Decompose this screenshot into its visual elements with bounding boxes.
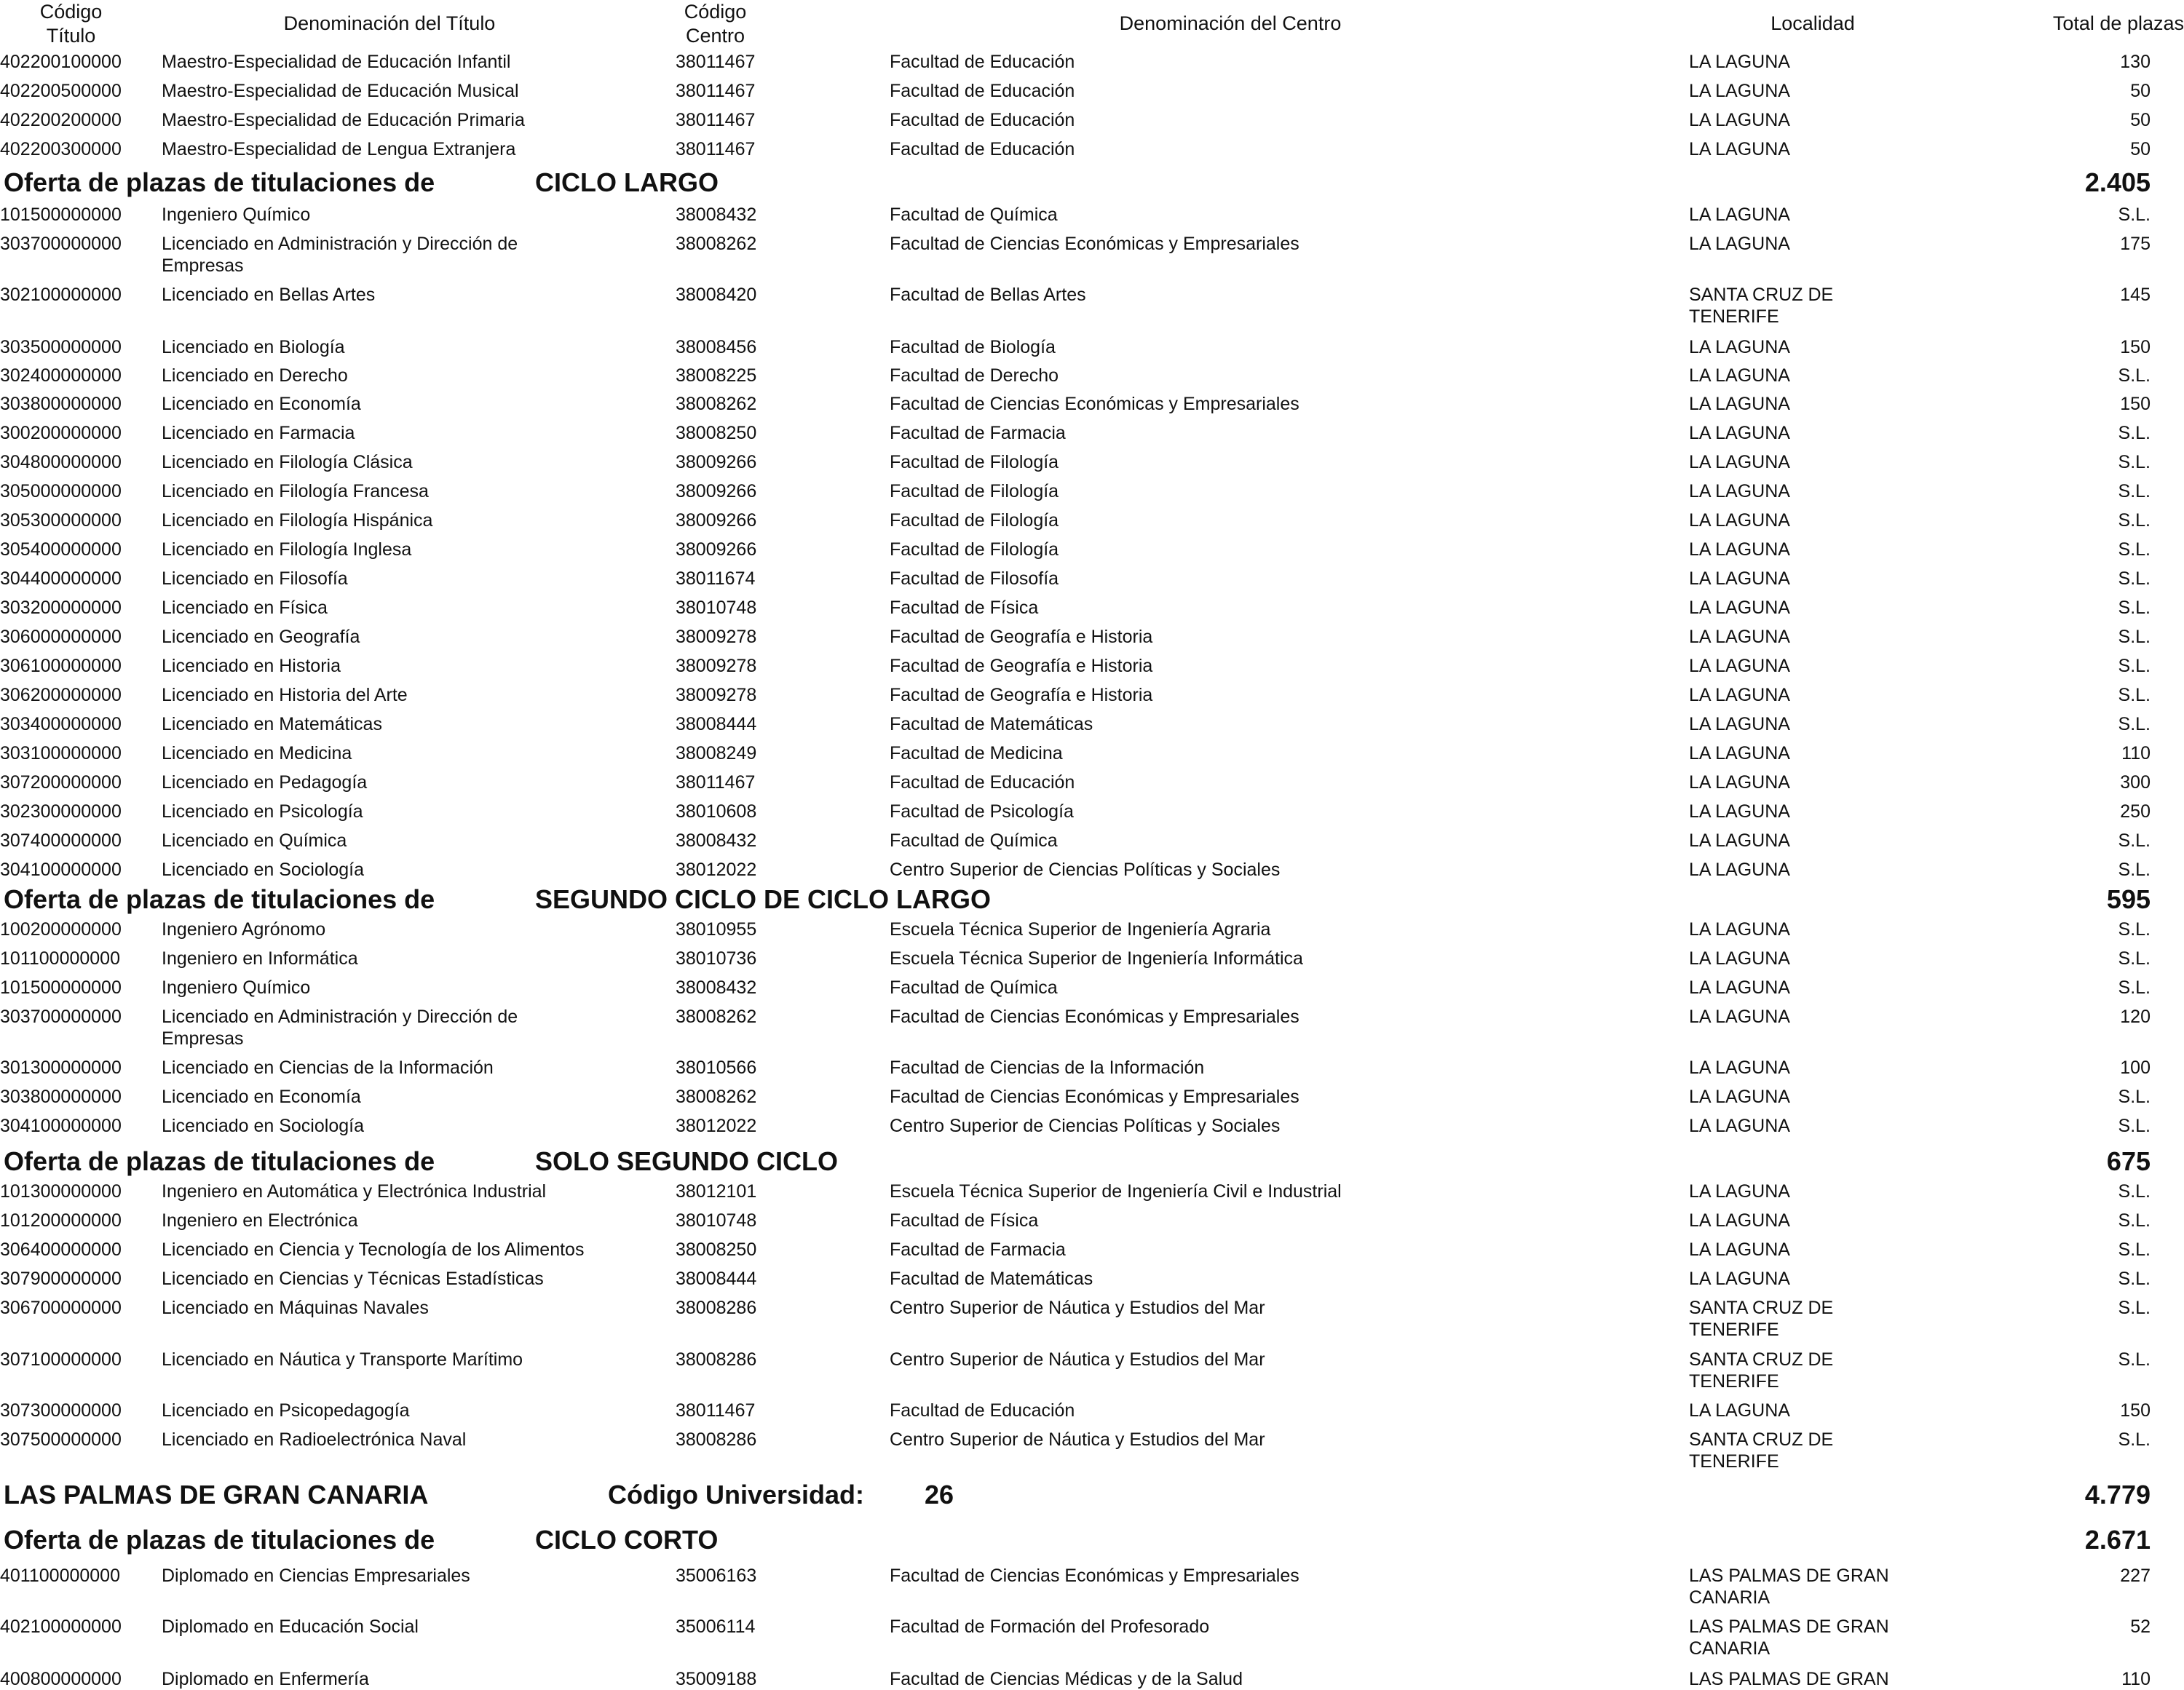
cell-codigo-centro: 38008432 bbox=[676, 977, 757, 998]
cell-denominacion-centro: Facultad de Filología bbox=[890, 452, 1059, 472]
cell-denominacion-centro: Facultad de Filosofía bbox=[890, 568, 1059, 589]
cell-denominacion-centro: Centro Superior de Náutica y Estudios del Mar bbox=[890, 1349, 1265, 1370]
section-label: Oferta de plazas de titulaciones de bbox=[4, 1525, 435, 1555]
cell-localidad: LA LAGUNA bbox=[1689, 948, 1790, 969]
cell-codigo-titulo: 304100000000 bbox=[0, 1116, 122, 1136]
cell-denominacion-titulo: Ingeniero en Automática y Electrónica Industrial bbox=[162, 1181, 547, 1202]
cell-codigo-titulo: 304100000000 bbox=[0, 860, 122, 880]
cell-codigo-titulo: 402200300000 bbox=[0, 139, 122, 159]
cell-total-plazas: S.L. bbox=[2118, 365, 2151, 386]
cell-total-plazas: S.L. bbox=[2118, 977, 2151, 998]
cell-total-plazas: S.L. bbox=[2118, 685, 2151, 705]
cell-localidad: SANTA CRUZ DE TENERIFE bbox=[1689, 285, 1834, 327]
cell-codigo-titulo: 302100000000 bbox=[0, 285, 122, 305]
cell-denominacion-titulo: Licenciado en Economía bbox=[162, 394, 361, 414]
cell-total-plazas: S.L. bbox=[2118, 714, 2151, 734]
cell-denominacion-centro: Centro Superior de Ciencias Políticas y Sociales bbox=[890, 1116, 1281, 1136]
cell-localidad: LA LAGUNA bbox=[1689, 714, 1790, 734]
cell-total-plazas: S.L. bbox=[2118, 1269, 2151, 1289]
cell-denominacion-centro: Facultad de Educación bbox=[890, 81, 1075, 101]
cell-codigo-titulo: 303700000000 bbox=[0, 1007, 122, 1027]
cell-denominacion-centro: Facultad de Ciencias Médicas y de la Salud bbox=[890, 1669, 1243, 1689]
cell-total-plazas: 100 bbox=[2120, 1058, 2151, 1078]
cell-total-plazas: S.L. bbox=[2118, 1239, 2151, 1260]
cell-denominacion-titulo: Ingeniero Químico bbox=[162, 977, 311, 998]
cell-denominacion-centro: Facultad de Educación bbox=[890, 1400, 1075, 1421]
cell-denominacion-centro: Facultad de Química bbox=[890, 830, 1058, 851]
cell-localidad: LA LAGUNA bbox=[1689, 205, 1790, 225]
cell-codigo-titulo: 305000000000 bbox=[0, 481, 122, 501]
cell-localidad: SANTA CRUZ DE TENERIFE bbox=[1689, 1429, 1834, 1472]
cell-denominacion-centro: Escuela Técnica Superior de Ingeniería Agraria bbox=[890, 919, 1271, 940]
cell-denominacion-centro: Facultad de Filología bbox=[890, 510, 1059, 531]
cell-codigo-titulo: 101500000000 bbox=[0, 977, 122, 998]
cell-denominacion-titulo: Licenciado en Máquinas Navales bbox=[162, 1298, 429, 1318]
section-label: Oferta de plazas de titulaciones de bbox=[4, 167, 435, 197]
cell-localidad: SANTA CRUZ DE TENERIFE bbox=[1689, 1349, 1834, 1392]
cell-denominacion-centro: Facultad de Física bbox=[890, 1210, 1039, 1231]
cell-localidad: LA LAGUNA bbox=[1689, 743, 1790, 763]
cell-localidad: LA LAGUNA bbox=[1689, 394, 1790, 414]
cell-codigo-centro: 38009266 bbox=[676, 452, 757, 472]
cell-codigo-centro: 38009266 bbox=[676, 510, 757, 531]
section-total: 675 bbox=[2106, 1146, 2151, 1176]
cell-total-plazas: S.L. bbox=[2118, 830, 2151, 851]
cell-total-plazas: S.L. bbox=[2118, 1181, 2151, 1202]
cell-codigo-centro: 38008250 bbox=[676, 1239, 757, 1260]
cell-codigo-centro: 38010748 bbox=[676, 598, 757, 618]
cell-denominacion-centro: Facultad de Ciencias Económicas y Empresariales bbox=[890, 1007, 1299, 1027]
cell-total-plazas: S.L. bbox=[2118, 510, 2151, 531]
cell-total-plazas: 110 bbox=[2121, 743, 2151, 763]
cell-denominacion-titulo: Licenciado en Ciencia y Tecnología de los Alimentos bbox=[162, 1239, 585, 1260]
cell-denominacion-titulo: Licenciado en Matemáticas bbox=[162, 714, 382, 734]
cell-codigo-titulo: 307300000000 bbox=[0, 1400, 122, 1421]
cell-codigo-centro: 38008262 bbox=[676, 394, 757, 414]
cell-codigo-titulo: 100200000000 bbox=[0, 919, 122, 940]
section-total: 595 bbox=[2106, 884, 2151, 914]
cell-denominacion-titulo: Licenciado en Administración y Dirección de Empresas bbox=[162, 234, 518, 276]
cell-denominacion-centro: Facultad de Educación bbox=[890, 139, 1075, 159]
cell-codigo-centro: 38012101 bbox=[676, 1181, 757, 1202]
cell-denominacion-titulo: Diplomado en Educación Social bbox=[162, 1616, 419, 1637]
cell-codigo-titulo: 303800000000 bbox=[0, 1087, 122, 1107]
cell-total-plazas: S.L. bbox=[2118, 205, 2151, 225]
cell-denominacion-centro: Facultad de Educación bbox=[890, 772, 1075, 793]
cell-denominacion-titulo: Licenciado en Psicología bbox=[162, 801, 363, 822]
cell-codigo-titulo: 305300000000 bbox=[0, 510, 122, 531]
cell-codigo-centro: 38008250 bbox=[676, 423, 757, 443]
cell-total-plazas: S.L. bbox=[2118, 1087, 2151, 1107]
cell-denominacion-centro: Facultad de Química bbox=[890, 205, 1058, 225]
cell-denominacion-titulo: Licenciado en Derecho bbox=[162, 365, 348, 386]
cell-denominacion-centro: Facultad de Geografía e Historia bbox=[890, 656, 1153, 676]
cell-codigo-titulo: 303400000000 bbox=[0, 714, 122, 734]
cell-codigo-centro: 38008420 bbox=[676, 285, 757, 305]
cell-total-plazas: 227 bbox=[2120, 1566, 2151, 1586]
cell-denominacion-centro: Facultad de Educación bbox=[890, 52, 1075, 72]
cell-total-plazas: S.L. bbox=[2118, 860, 2151, 880]
university-name: LAS PALMAS DE GRAN CANARIA bbox=[4, 1480, 429, 1510]
cell-codigo-titulo: 101200000000 bbox=[0, 1210, 122, 1231]
cell-codigo-centro: 38009266 bbox=[676, 481, 757, 501]
cell-codigo-titulo: 303800000000 bbox=[0, 394, 122, 414]
cell-codigo-centro: 38009278 bbox=[676, 685, 757, 705]
section-type: SEGUNDO CICLO DE CICLO LARGO bbox=[535, 884, 992, 914]
col-header-codigo-centro: Código Centro bbox=[684, 1, 747, 47]
cell-denominacion-titulo: Licenciado en Sociología bbox=[162, 860, 364, 880]
cell-total-plazas: 150 bbox=[2120, 337, 2151, 357]
cell-codigo-centro: 38008456 bbox=[676, 337, 757, 357]
cell-denominacion-centro: Facultad de Medicina bbox=[890, 743, 1063, 763]
cell-localidad: LA LAGUNA bbox=[1689, 110, 1790, 130]
cell-codigo-centro: 38008286 bbox=[676, 1349, 757, 1370]
cell-denominacion-titulo: Maestro-Especialidad de Educación Musical bbox=[162, 81, 519, 101]
cell-localidad: LA LAGUNA bbox=[1689, 510, 1790, 531]
cell-total-plazas: S.L. bbox=[2118, 598, 2151, 618]
cell-codigo-titulo: 101100000000 bbox=[0, 948, 120, 969]
cell-denominacion-titulo: Licenciado en Filología Inglesa bbox=[162, 539, 412, 560]
cell-codigo-centro: 38008249 bbox=[676, 743, 757, 763]
section-label: Oferta de plazas de titulaciones de bbox=[4, 1146, 435, 1176]
section-type: SOLO SEGUNDO CICLO bbox=[535, 1146, 839, 1176]
cell-denominacion-centro: Escuela Técnica Superior de Ingeniería Informática bbox=[890, 948, 1303, 969]
cell-localidad: LA LAGUNA bbox=[1689, 139, 1790, 159]
cell-codigo-titulo: 304400000000 bbox=[0, 568, 122, 589]
cell-denominacion-titulo: Licenciado en Filosofía bbox=[162, 568, 348, 589]
col-header-localidad: Localidad bbox=[1770, 12, 1855, 34]
cell-codigo-titulo: 303700000000 bbox=[0, 234, 122, 254]
cell-denominacion-titulo: Licenciado en Pedagogía bbox=[162, 772, 368, 793]
cell-localidad: LAS PALMAS DE GRAN CANARIA bbox=[1689, 1616, 1889, 1659]
cell-denominacion-centro: Centro Superior de Ciencias Políticas y Sociales bbox=[890, 860, 1281, 880]
cell-total-plazas: 52 bbox=[2130, 1616, 2151, 1637]
cell-localidad: LAS PALMAS DE GRAN CANARIA bbox=[1689, 1566, 1889, 1608]
cell-localidad: LA LAGUNA bbox=[1689, 598, 1790, 618]
cell-localidad: LA LAGUNA bbox=[1689, 52, 1790, 72]
cell-denominacion-titulo: Licenciado en Filología Clásica bbox=[162, 452, 413, 472]
cell-total-plazas: 50 bbox=[2130, 110, 2151, 130]
cell-codigo-centro: 38010748 bbox=[676, 1210, 757, 1231]
cell-localidad: LA LAGUNA bbox=[1689, 1400, 1790, 1421]
cell-localidad: LA LAGUNA bbox=[1689, 772, 1790, 793]
cell-codigo-titulo: 402200100000 bbox=[0, 52, 122, 72]
cell-localidad: LA LAGUNA bbox=[1689, 234, 1790, 254]
cell-localidad: LA LAGUNA bbox=[1689, 81, 1790, 101]
cell-denominacion-centro: Facultad de Filología bbox=[890, 539, 1059, 560]
cell-codigo-titulo: 300200000000 bbox=[0, 423, 122, 443]
cell-denominacion-centro: Facultad de Educación bbox=[890, 110, 1075, 130]
cell-localidad: LA LAGUNA bbox=[1689, 481, 1790, 501]
cell-codigo-centro: 35006163 bbox=[676, 1566, 757, 1586]
cell-localidad: LA LAGUNA bbox=[1689, 1007, 1790, 1027]
cell-total-plazas: S.L. bbox=[2118, 423, 2151, 443]
cell-codigo-titulo: 306100000000 bbox=[0, 656, 122, 676]
cell-codigo-centro: 38011674 bbox=[676, 568, 756, 589]
cell-localidad: LA LAGUNA bbox=[1689, 337, 1790, 357]
cell-denominacion-centro: Facultad de Matemáticas bbox=[890, 714, 1093, 734]
cell-codigo-titulo: 303100000000 bbox=[0, 743, 122, 763]
cell-total-plazas: S.L. bbox=[2118, 1429, 2151, 1450]
cell-localidad: LA LAGUNA bbox=[1689, 539, 1790, 560]
cell-denominacion-titulo: Diplomado en Enfermería bbox=[162, 1669, 369, 1689]
cell-codigo-titulo: 402200500000 bbox=[0, 81, 122, 101]
cell-codigo-centro: 38011467 bbox=[676, 52, 756, 72]
cell-localidad: LA LAGUNA bbox=[1689, 1239, 1790, 1260]
cell-denominacion-centro: Escuela Técnica Superior de Ingeniería Civil e Industrial bbox=[890, 1181, 1342, 1202]
col-header-denominacion-centro: Denominación del Centro bbox=[1119, 12, 1342, 34]
cell-localidad: LA LAGUNA bbox=[1689, 977, 1790, 998]
cell-codigo-titulo: 302300000000 bbox=[0, 801, 122, 822]
cell-total-plazas: S.L. bbox=[2118, 1298, 2151, 1318]
cell-denominacion-centro: Facultad de Derecho bbox=[890, 365, 1059, 386]
cell-localidad: LA LAGUNA bbox=[1689, 365, 1790, 386]
cell-codigo-centro: 38009278 bbox=[676, 627, 757, 647]
cell-codigo-titulo: 101300000000 bbox=[0, 1181, 122, 1202]
cell-localidad: LA LAGUNA bbox=[1689, 656, 1790, 676]
cell-codigo-titulo: 307900000000 bbox=[0, 1269, 122, 1289]
cell-denominacion-centro: Facultad de Formación del Profesorado bbox=[890, 1616, 1210, 1637]
cell-localidad: LA LAGUNA bbox=[1689, 1210, 1790, 1231]
cell-denominacion-titulo: Licenciado en Historia bbox=[162, 656, 341, 676]
cell-codigo-titulo: 302400000000 bbox=[0, 365, 122, 386]
cell-codigo-centro: 38008262 bbox=[676, 1007, 757, 1027]
cell-codigo-titulo: 400800000000 bbox=[0, 1669, 122, 1689]
cell-codigo-titulo: 307200000000 bbox=[0, 772, 122, 793]
cell-codigo-titulo: 306200000000 bbox=[0, 685, 122, 705]
cell-total-plazas: S.L. bbox=[2118, 481, 2151, 501]
cell-total-plazas: S.L. bbox=[2118, 568, 2151, 589]
cell-denominacion-titulo: Maestro-Especialidad de Educación Primaria bbox=[162, 110, 525, 130]
cell-codigo-centro: 38008286 bbox=[676, 1429, 757, 1450]
cell-denominacion-centro: Facultad de Ciencias de la Información bbox=[890, 1058, 1205, 1078]
cell-codigo-centro: 38010736 bbox=[676, 948, 757, 969]
cell-localidad: LA LAGUNA bbox=[1689, 423, 1790, 443]
cell-codigo-titulo: 303200000000 bbox=[0, 598, 122, 618]
cell-denominacion-titulo: Diplomado en Ciencias Empresariales bbox=[162, 1566, 470, 1586]
cell-denominacion-centro: Facultad de Ciencias Económicas y Empresariales bbox=[890, 1087, 1299, 1107]
section-type: CICLO CORTO bbox=[535, 1525, 719, 1555]
cell-denominacion-titulo: Ingeniero en Informática bbox=[162, 948, 358, 969]
cell-denominacion-titulo: Licenciado en Farmacia bbox=[162, 423, 355, 443]
cell-total-plazas: 150 bbox=[2120, 1400, 2151, 1421]
cell-codigo-centro: 35006114 bbox=[676, 1616, 756, 1637]
cell-denominacion-centro: Facultad de Ciencias Económicas y Empresariales bbox=[890, 394, 1299, 414]
section-type: CICLO LARGO bbox=[535, 167, 719, 197]
cell-codigo-titulo: 306400000000 bbox=[0, 1239, 122, 1260]
cell-codigo-centro: 38012022 bbox=[676, 1116, 757, 1136]
cell-localidad: SANTA CRUZ DE TENERIFE bbox=[1689, 1298, 1834, 1340]
cell-codigo-titulo: 304800000000 bbox=[0, 452, 122, 472]
cell-total-plazas: 250 bbox=[2120, 801, 2151, 822]
cell-localidad: LA LAGUNA bbox=[1689, 860, 1790, 880]
cell-localidad: LAS PALMAS DE GRAN bbox=[1689, 1669, 1889, 1689]
cell-codigo-centro: 38010608 bbox=[676, 801, 757, 822]
cell-codigo-titulo: 402100000000 bbox=[0, 1616, 122, 1637]
cell-denominacion-titulo: Licenciado en Náutica y Transporte Marítimo bbox=[162, 1349, 523, 1370]
col-header-denominacion-titulo: Denominación del Título bbox=[283, 12, 496, 34]
cell-codigo-centro: 38011467 bbox=[676, 81, 756, 101]
cell-denominacion-titulo: Licenciado en Geografía bbox=[162, 627, 360, 647]
cell-localidad: LA LAGUNA bbox=[1689, 830, 1790, 851]
cell-denominacion-titulo: Licenciado en Biología bbox=[162, 337, 345, 357]
cell-denominacion-centro: Facultad de Farmacia bbox=[890, 423, 1066, 443]
cell-codigo-centro: 38010566 bbox=[676, 1058, 757, 1078]
cell-codigo-titulo: 306700000000 bbox=[0, 1298, 122, 1318]
cell-codigo-centro: 38009266 bbox=[676, 539, 757, 560]
cell-codigo-centro: 38009278 bbox=[676, 656, 757, 676]
cell-localidad: LA LAGUNA bbox=[1689, 685, 1790, 705]
cell-total-plazas: 300 bbox=[2120, 772, 2151, 793]
cell-codigo-centro: 38011467 bbox=[676, 772, 756, 793]
cell-codigo-titulo: 305400000000 bbox=[0, 539, 122, 560]
cell-codigo-centro: 38011467 bbox=[676, 110, 756, 130]
cell-total-plazas: 175 bbox=[2120, 234, 2151, 254]
cell-localidad: LA LAGUNA bbox=[1689, 1116, 1790, 1136]
cell-localidad: LA LAGUNA bbox=[1689, 1269, 1790, 1289]
cell-denominacion-titulo: Licenciado en Radioelectrónica Naval bbox=[162, 1429, 467, 1450]
cell-total-plazas: S.L. bbox=[2118, 1349, 2151, 1370]
cell-denominacion-titulo: Maestro-Especialidad de Educación Infantil bbox=[162, 52, 511, 72]
cell-denominacion-titulo: Licenciado en Sociología bbox=[162, 1116, 364, 1136]
cell-localidad: LA LAGUNA bbox=[1689, 1181, 1790, 1202]
cell-total-plazas: S.L. bbox=[2118, 539, 2151, 560]
section-total: 2.405 bbox=[2084, 167, 2151, 197]
cell-denominacion-centro: Facultad de Geografía e Historia bbox=[890, 685, 1153, 705]
cell-denominacion-centro: Facultad de Química bbox=[890, 977, 1058, 998]
cell-localidad: LA LAGUNA bbox=[1689, 1058, 1790, 1078]
cell-denominacion-titulo: Licenciado en Física bbox=[162, 598, 328, 618]
cell-localidad: LA LAGUNA bbox=[1689, 568, 1790, 589]
cell-total-plazas: 150 bbox=[2120, 394, 2151, 414]
cell-total-plazas: S.L. bbox=[2118, 656, 2151, 676]
cell-total-plazas: 50 bbox=[2130, 81, 2151, 101]
cell-total-plazas: 110 bbox=[2121, 1669, 2151, 1689]
cell-denominacion-titulo: Licenciado en Filología Hispánica bbox=[162, 510, 433, 531]
cell-denominacion-centro: Facultad de Geografía e Historia bbox=[890, 627, 1153, 647]
cell-total-plazas: S.L. bbox=[2118, 452, 2151, 472]
cell-codigo-centro: 38011467 bbox=[676, 139, 756, 159]
cell-denominacion-centro: Facultad de Bellas Artes bbox=[890, 285, 1086, 305]
cell-total-plazas: 50 bbox=[2130, 139, 2151, 159]
cell-total-plazas: S.L. bbox=[2118, 919, 2151, 940]
cell-codigo-titulo: 401100000000 bbox=[0, 1566, 120, 1586]
cell-denominacion-titulo: Ingeniero Agrónomo bbox=[162, 919, 326, 940]
cell-codigo-centro: 38011467 bbox=[676, 1400, 756, 1421]
cell-localidad: LA LAGUNA bbox=[1689, 801, 1790, 822]
cell-denominacion-titulo: Maestro-Especialidad de Lengua Extranjera bbox=[162, 139, 516, 159]
cell-denominacion-titulo: Licenciado en Química bbox=[162, 830, 347, 851]
cell-localidad: LA LAGUNA bbox=[1689, 1087, 1790, 1107]
cell-codigo-titulo: 301300000000 bbox=[0, 1058, 122, 1078]
university-code: 26 bbox=[925, 1480, 954, 1510]
cell-codigo-centro: 38008432 bbox=[676, 830, 757, 851]
cell-denominacion-centro: Facultad de Biología bbox=[890, 337, 1056, 357]
cell-codigo-titulo: 101500000000 bbox=[0, 205, 122, 225]
cell-total-plazas: S.L. bbox=[2118, 948, 2151, 969]
cell-total-plazas: S.L. bbox=[2118, 1116, 2151, 1136]
cell-codigo-centro: 38008262 bbox=[676, 1087, 757, 1107]
cell-total-plazas: 145 bbox=[2120, 285, 2151, 305]
cell-codigo-titulo: 402200200000 bbox=[0, 110, 122, 130]
cell-codigo-centro: 38008444 bbox=[676, 714, 757, 734]
cell-total-plazas: S.L. bbox=[2118, 627, 2151, 647]
cell-denominacion-centro: Facultad de Filología bbox=[890, 481, 1059, 501]
cell-denominacion-titulo: Licenciado en Ciencias y Técnicas Estadísticas bbox=[162, 1269, 544, 1289]
section-total: 2.671 bbox=[2084, 1525, 2151, 1555]
cell-denominacion-titulo: Licenciado en Administración y Dirección de Empresas bbox=[162, 1007, 518, 1049]
cell-codigo-titulo: 307400000000 bbox=[0, 830, 122, 851]
cell-denominacion-titulo: Licenciado en Psicopedagogía bbox=[162, 1400, 410, 1421]
cell-codigo-titulo: 307500000000 bbox=[0, 1429, 122, 1450]
cell-denominacion-titulo: Licenciado en Historia del Arte bbox=[162, 685, 408, 705]
cell-denominacion-titulo: Licenciado en Economía bbox=[162, 1087, 361, 1107]
cell-denominacion-centro: Facultad de Farmacia bbox=[890, 1239, 1066, 1260]
cell-localidad: LA LAGUNA bbox=[1689, 627, 1790, 647]
cell-denominacion-centro: Facultad de Física bbox=[890, 598, 1039, 618]
cell-localidad: LA LAGUNA bbox=[1689, 452, 1790, 472]
cell-denominacion-centro: Facultad de Ciencias Económicas y Empresariales bbox=[890, 1566, 1299, 1586]
cell-denominacion-titulo: Licenciado en Filología Francesa bbox=[162, 481, 429, 501]
cell-codigo-centro: 38012022 bbox=[676, 860, 757, 880]
cell-codigo-titulo: 303500000000 bbox=[0, 337, 122, 357]
cell-denominacion-titulo: Ingeniero en Electrónica bbox=[162, 1210, 358, 1231]
cell-denominacion-titulo: Licenciado en Ciencias de la Información bbox=[162, 1058, 494, 1078]
cell-codigo-centro: 38008444 bbox=[676, 1269, 757, 1289]
cell-denominacion-titulo: Licenciado en Bellas Artes bbox=[162, 285, 376, 305]
cell-codigo-centro: 35009188 bbox=[676, 1669, 757, 1689]
cell-codigo-centro: 38010955 bbox=[676, 919, 757, 940]
cell-localidad: LA LAGUNA bbox=[1689, 919, 1790, 940]
cell-total-plazas: 130 bbox=[2120, 52, 2151, 72]
col-header-codigo-titulo: Código Título bbox=[39, 1, 103, 47]
university-total: 4.779 bbox=[2084, 1480, 2151, 1510]
cell-denominacion-centro: Centro Superior de Náutica y Estudios del Mar bbox=[890, 1298, 1265, 1318]
cell-denominacion-centro: Facultad de Psicología bbox=[890, 801, 1074, 822]
cell-codigo-centro: 38008225 bbox=[676, 365, 757, 386]
cell-denominacion-centro: Facultad de Matemáticas bbox=[890, 1269, 1093, 1289]
cell-total-plazas: S.L. bbox=[2118, 1210, 2151, 1231]
cell-codigo-centro: 38008262 bbox=[676, 234, 757, 254]
cell-codigo-titulo: 306000000000 bbox=[0, 627, 122, 647]
cell-denominacion-centro: Centro Superior de Náutica y Estudios del Mar bbox=[890, 1429, 1265, 1450]
cell-codigo-centro: 38008286 bbox=[676, 1298, 757, 1318]
university-code-label: Código Universidad: bbox=[608, 1480, 865, 1510]
cell-codigo-centro: 38008432 bbox=[676, 205, 757, 225]
cell-denominacion-titulo: Licenciado en Medicina bbox=[162, 743, 352, 763]
cell-codigo-titulo: 307100000000 bbox=[0, 1349, 122, 1370]
col-header-total-plazas: Total de plazas bbox=[2052, 12, 2184, 34]
section-label: Oferta de plazas de titulaciones de bbox=[4, 884, 435, 914]
cell-denominacion-centro: Facultad de Ciencias Económicas y Empresariales bbox=[890, 234, 1299, 254]
cell-denominacion-titulo: Ingeniero Químico bbox=[162, 205, 311, 225]
cell-total-plazas: 120 bbox=[2120, 1007, 2151, 1027]
